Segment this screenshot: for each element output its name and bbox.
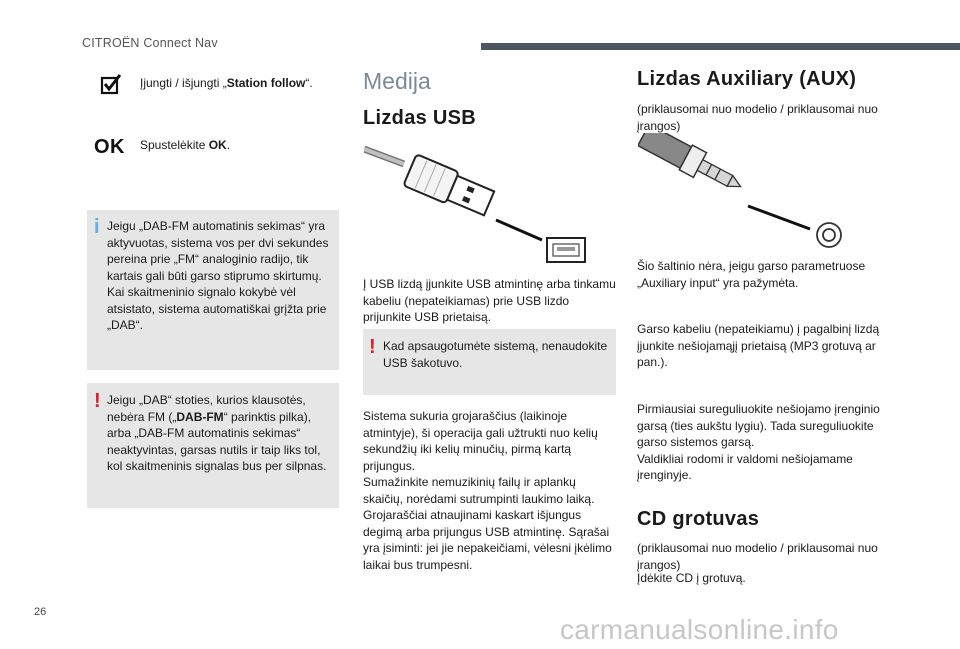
station-follow-text: Įjungti / išjungti „Station follow“.: [140, 76, 313, 90]
running-header: CITROËN Connect Nav: [82, 36, 218, 50]
usb-instructions: Į USB lizdą įjunkite USB atmintinę arba tinkamu kabeliu (nepateikiamas) prie USB lizdo prijunkite USB prietaisą.: [363, 277, 616, 324]
warning-note-usb: [363, 329, 616, 395]
usb-warning-text: Kad apsaugotumėte sistemą, nenaudokite USB šakotuvo.: [383, 339, 608, 370]
watermark: carmanualsonline.info: [560, 614, 839, 645]
info-note-text: Jeigu „DAB-FM automatinis sekimas“ yra aktyvuotas, sistema vos per dvi sekundes pereina prie „FM“ analoginio radijo, tik kartais gali būti garso stiprumo skirtumų. Kai skaitmeninio signalo kokybė vėl atsistato, sistema automatiškai grįžta prie „DAB“.: [107, 219, 329, 332]
info-note: [87, 210, 339, 370]
info-icon: i: [94, 216, 100, 238]
ok-icon: OK: [94, 136, 125, 158]
header-bar: [481, 43, 960, 50]
warning-note-text: Jeigu „DAB“ stoties, kurios klausotės, nebėra FM („DAB-FM“ parinktis pilka), arba „DAB-FM automatinis sekimas“ neaktyvintas, garsas nutils ir taip liks tol, kol skaitmeninis signalas bus per silpnas.: [107, 393, 327, 473]
heading-usb: Lizdas USB: [363, 107, 477, 129]
playlist-paragraph: Sistema sukuria grojaraščius (laikinoje atmintyje), ši operacija gali užtrukti nuo kelių sekundžių iki kelių minučių, pirmą kartą prijungus. Sumažinkite nemuzikinių failų ir aplankų skaičių, norėdami sutrumpinti laukimo laiką. Grojaraščiai atnaujinami kaskart išjungus degimą arba prijungus USB atmintinę. Sąrašai yra įsiminti: jei jie nepakeičiami, vėlesni įkėlimo laikai bus trumpesni.: [363, 409, 612, 572]
aux-text-2: Garso kabeliu (nepateikiamu) į pagalbinį lizdą įjunkite nešiojamąjį prietaisą (MP3 grotuvą ar pan.).: [637, 322, 880, 369]
warning-note-dab: [87, 383, 339, 508]
aux-jack-illustration: [638, 133, 848, 250]
usb-plug-illustration: [364, 146, 594, 268]
aux-text-3: Pirmiausiai sureguliuokite nešiojamo įrenginio garsą (ties aukštu lygiu). Tada sureguliuokite garso sistemos garsą. Valdikliai rodomi ir valdomi nešiojamame įrenginyje.: [637, 402, 880, 482]
aux-text-1: Šio šaltinio nėra, jeigu garso parametruose „Auxiliary input“ yra pažymėta.: [637, 259, 866, 290]
aux-availability: (priklausomai nuo modelio / priklausomai nuo įrangos): [637, 102, 878, 133]
cd-availability: (priklausomai nuo modelio / priklausomai nuo įrangos): [637, 541, 878, 572]
page-number: 26: [34, 606, 47, 618]
checkbox-check-icon: [99, 72, 123, 96]
heading-cd: CD grotuvas: [637, 508, 760, 530]
section-title-medija: Medija: [363, 68, 431, 94]
warning-icon: !: [94, 390, 101, 412]
ok-instruction: Spustelėkite OK.: [140, 138, 231, 152]
cd-text: Įdėkite CD į grotuvą.: [637, 571, 746, 585]
heading-aux: Lizdas Auxiliary (AUX): [637, 68, 857, 90]
warning-icon: !: [369, 336, 376, 358]
